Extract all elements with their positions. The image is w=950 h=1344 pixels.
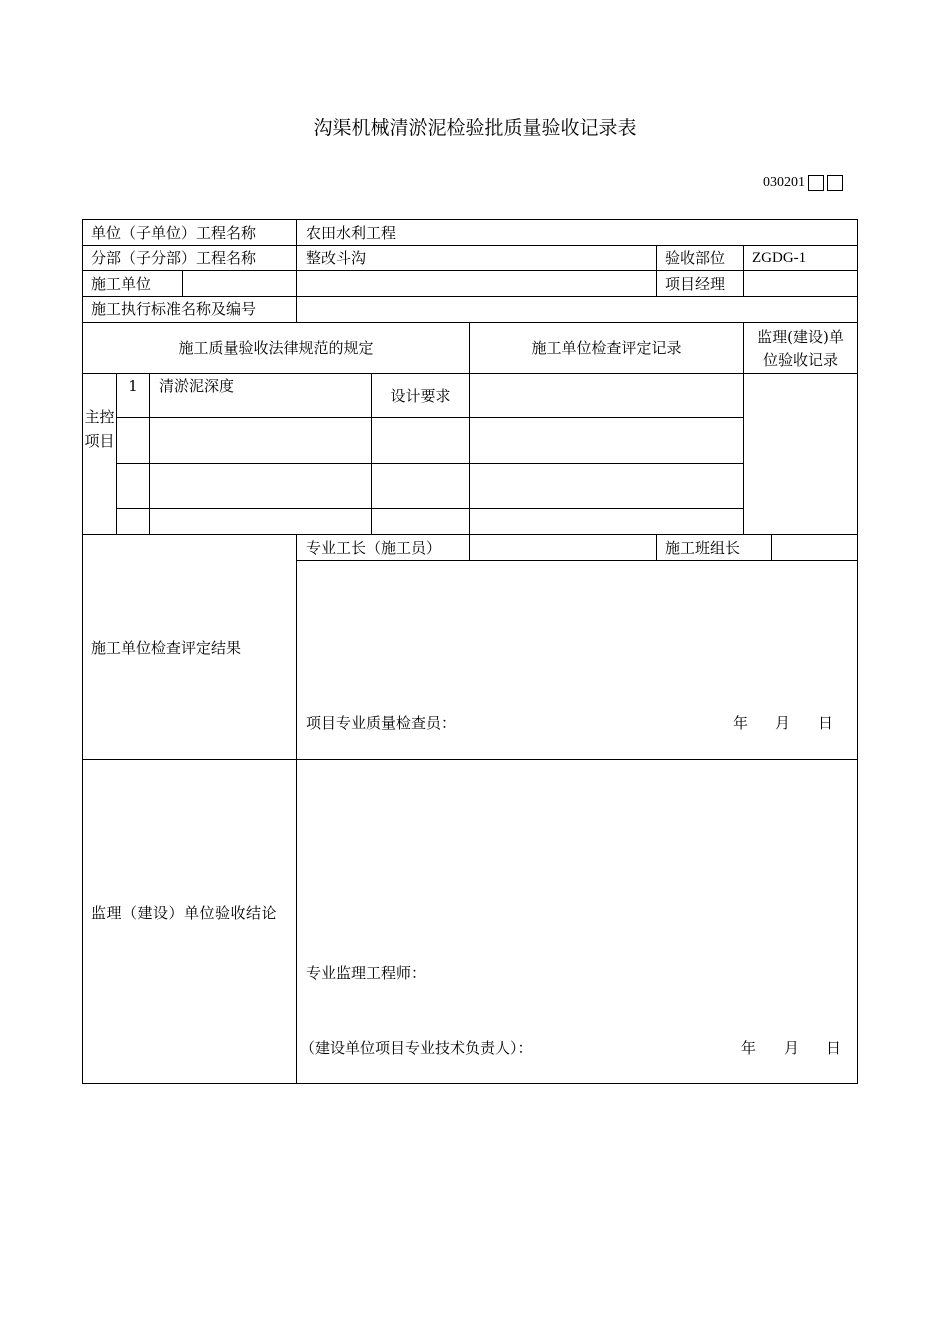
code-box-1[interactable]	[808, 175, 824, 191]
date-month-1: 月	[775, 714, 791, 732]
page-title: 沟渠机械清淤泥检验批质量验收记录表	[313, 117, 637, 139]
spec-header: 施工质量验收法律规范的规定	[178, 339, 374, 357]
form-code	[763, 175, 843, 191]
item-number: 1	[128, 377, 138, 395]
code-box-2[interactable]	[827, 175, 843, 191]
record-header: 施工单位检查评定记录	[531, 339, 682, 357]
form-code-number: 030201	[763, 175, 805, 190]
inspect-part-label: 验收部位	[665, 249, 726, 267]
contractor-label: 施工单位	[91, 275, 152, 293]
part-name-label: 分部（子分部）工程名称	[91, 249, 257, 267]
supervision-header-line1: 监理(建设)单	[757, 328, 844, 346]
date-year-1: 年	[733, 714, 749, 732]
part-name-value[interactable]: 整改斗沟	[306, 249, 367, 267]
item-name: 清淤泥深度	[159, 377, 235, 395]
unit-name-label: 单位（子单位）工程名称	[91, 224, 257, 242]
standard-label: 施工执行标准名称及编号	[91, 300, 257, 318]
owner-representative-label: （建设单位项目专业技术负责人）：	[300, 1039, 533, 1057]
supervision-header-line2: 位验收记录	[762, 351, 838, 369]
date-year-2: 年	[741, 1039, 757, 1057]
date-month-2: 月	[784, 1039, 800, 1057]
team-leader-label: 施工班组长	[665, 539, 741, 557]
supervision-conclusion-label: 监理（建设）单位验收结论	[91, 904, 278, 922]
inspect-part-value[interactable]: ZGDG-1	[752, 250, 807, 266]
foreman-label: 专业工长（施工员）	[306, 539, 442, 557]
supervision-engineer-label: 专业监理工程师：	[306, 964, 427, 982]
item-requirement: 设计要求	[390, 387, 451, 405]
contractor-result-label: 施工单位检查评定结果	[91, 639, 242, 657]
date-day-2: 日	[826, 1039, 842, 1057]
project-manager-label: 项目经理	[665, 275, 726, 293]
unit-name-value[interactable]: 农田水利工程	[306, 224, 397, 242]
date-day-1: 日	[818, 714, 834, 732]
quality-inspector-label: 项目专业质量检查员：	[306, 714, 457, 732]
main-control-label: 主控项目	[84, 408, 115, 450]
